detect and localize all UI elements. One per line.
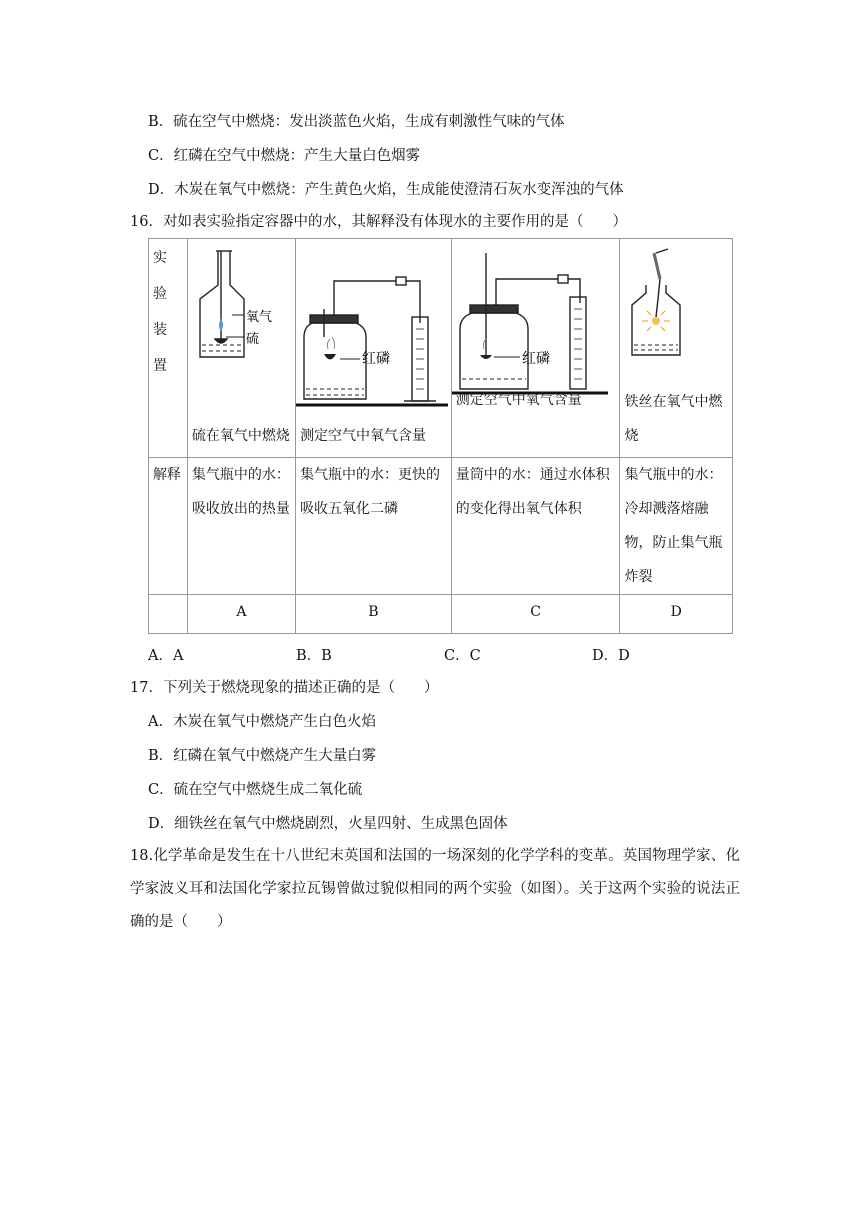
phosphorus-apparatus-b-figure — [296, 239, 448, 411]
sulfur-bottle-figure — [188, 239, 296, 389]
table-row-explanation — [149, 458, 733, 595]
q16-options — [148, 646, 748, 666]
q18-stem: 18.化学革命是发生在十八世纪末英国和法国的一场深刻的化学学科的变革。英国物理学家、化学家波义耳和法国化学家拉瓦锡曾做过貌似相同的两个实验（如图）。关于这两个实验的说法正确的是（ ） — [130, 848, 740, 930]
empty-header-cell — [149, 595, 188, 634]
caption-d: 铁丝在氧气中燃烧 — [624, 394, 723, 444]
q17-option-a: A．木炭在氧气中燃烧产生白色火焰 — [148, 714, 376, 730]
header-device-cell: 实 验 装 置 — [149, 239, 188, 458]
q17-option-c: C．硫在空气中燃烧生成二氧化硫 — [148, 782, 363, 798]
table-row-device — [149, 239, 733, 458]
label-red-phosphorus-b: 红磷 — [362, 350, 391, 366]
explanation-a: 集气瓶中的水：吸收放出的热量 — [187, 458, 295, 595]
q15-option-d: D．木炭在氧气中燃烧：产生黄色火焰，生成能使澄清石灰水变浑浊的气体 — [148, 182, 624, 198]
explanation-c: 量筒中的水：通过水体积的变化得出氧气体积 — [451, 458, 620, 595]
device-cell-c — [451, 239, 620, 458]
letter-c: C — [451, 595, 620, 634]
table-row-letters — [149, 595, 733, 634]
explanation-d: 集气瓶中的水：冷却溅落熔融物，防止集气瓶炸裂 — [620, 458, 733, 595]
q17-option-b: B．红磷在氧气中燃烧产生大量白雾 — [148, 748, 377, 764]
device-cell-d — [620, 239, 733, 458]
q17-stem: 17．下列关于燃烧现象的描述正确的是（ ） — [130, 680, 439, 696]
label-red-phosphorus-c: 红磷 — [521, 350, 550, 366]
phosphorus-apparatus-c-figure — [452, 239, 616, 399]
q17-option-d: D．细铁丝在氧气中燃烧剧烈，火星四射、生成黑色固体 — [148, 816, 508, 832]
header-explain-cell: 解释 — [149, 458, 188, 595]
q16-option-c: C．C — [444, 648, 481, 664]
label-sulfur: 硫 — [245, 331, 259, 346]
q16-option-d: D．D — [592, 648, 630, 664]
caption-a: 硫在氧气中燃烧 — [191, 428, 290, 444]
caption-c: 测定空气中氧气含量 — [455, 392, 582, 408]
letter-a: A — [187, 595, 295, 634]
label-oxygen: 氧气 — [245, 309, 272, 324]
device-cell-a — [187, 239, 295, 458]
device-cell-b — [296, 239, 452, 458]
letter-d: D — [620, 595, 733, 634]
q16-stem: 16．对如表实验指定容器中的水，其解释没有体现水的主要作用的是（ ） — [130, 214, 627, 230]
q16-experiment-table — [148, 238, 733, 634]
iron-wire-bottle-figure — [620, 239, 730, 369]
explanation-b: 集气瓶中的水：更快的吸收五氧化二磷 — [296, 458, 452, 595]
letter-b: B — [296, 595, 452, 634]
caption-b: 测定空气中氧气含量 — [300, 428, 427, 444]
q15-option-b: B．硫在空气中燃烧：发出淡蓝色火焰，生成有刺激性气味的气体 — [148, 114, 565, 130]
q15-option-c: C．红磷在空气中燃烧：产生大量白色烟雾 — [148, 148, 421, 164]
q16-option-a: A．A — [148, 648, 184, 664]
q16-option-b: B．B — [296, 648, 332, 664]
